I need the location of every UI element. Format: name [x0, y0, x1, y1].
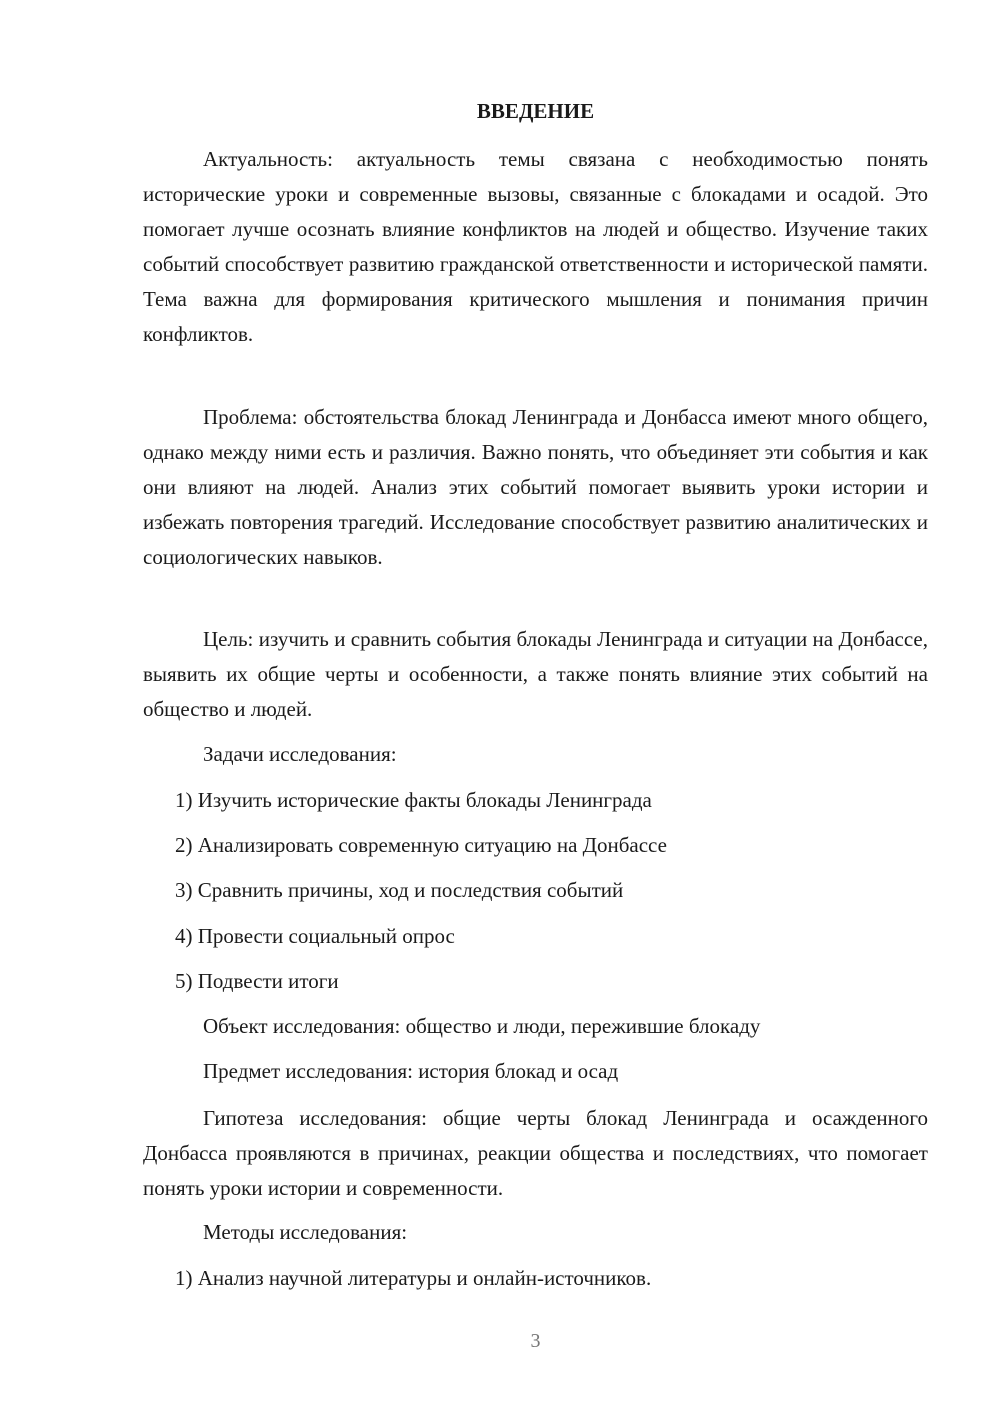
page-number: 3 [530, 1330, 541, 1352]
tasks-heading: Задачи исследования: [203, 742, 397, 766]
problem-paragraph: Проблема: обстоятельства блокад Ленинграда и Донбасса имеют много общего, однако между ними есть и различия. Важно понять, что объединяет эти события и как они влияют на людей. Анализ этих событий помогает выявить уроки истории и избежать повторения трагедий. Исследование способствует развитию аналитических и социологических навыков. [143, 405, 928, 569]
section-title: ВВЕДЕНИЕ [476, 99, 595, 123]
method-item-1: 1) Анализ научной литературы и онлайн-источников. [175, 1266, 652, 1290]
goal-paragraph: Цель: изучить и сравнить события блокады Ленинграда и ситуации на Донбассе, выявить их общие черты и особенности, а также понять влияние этих событий на общество и людей. [143, 627, 928, 721]
hypothesis-paragraph: Гипотеза исследования: общие черты блокад Ленинграда и осажденного Донбасса проявляются в причинах, реакции общества и последствиях, что помогает понять уроки истории и современности. [143, 1106, 928, 1200]
relevance-paragraph: Актуальность: актуальность темы связана с необходимостью понять исторические уроки и современные вызовы, связанные с блокадами и осадой. Это помогает лучше осознать влияние конфликтов на людей и общество. Изучение таких событий способствует развитию гражданской ответственности и исторической памяти. Тема важна для формирования критического мышления и понимания причин конфликтов. [143, 147, 928, 346]
research-subject: Предмет исследования: история блокад и осад [203, 1059, 619, 1083]
task-item-4: 4) Провести социальный опрос [175, 924, 455, 948]
research-object: Объект исследования: общество и люди, пережившие блокаду [203, 1014, 761, 1038]
methods-heading: Методы исследования: [203, 1220, 408, 1244]
task-item-2: 2) Анализировать современную ситуацию на Донбассе [175, 833, 667, 857]
task-item-1: 1) Изучить исторические факты блокады Ленинграда [175, 788, 652, 812]
task-item-5: 5) Подвести итоги [175, 969, 339, 993]
task-item-3: 3) Сравнить причины, ход и последствия событий [175, 878, 624, 902]
